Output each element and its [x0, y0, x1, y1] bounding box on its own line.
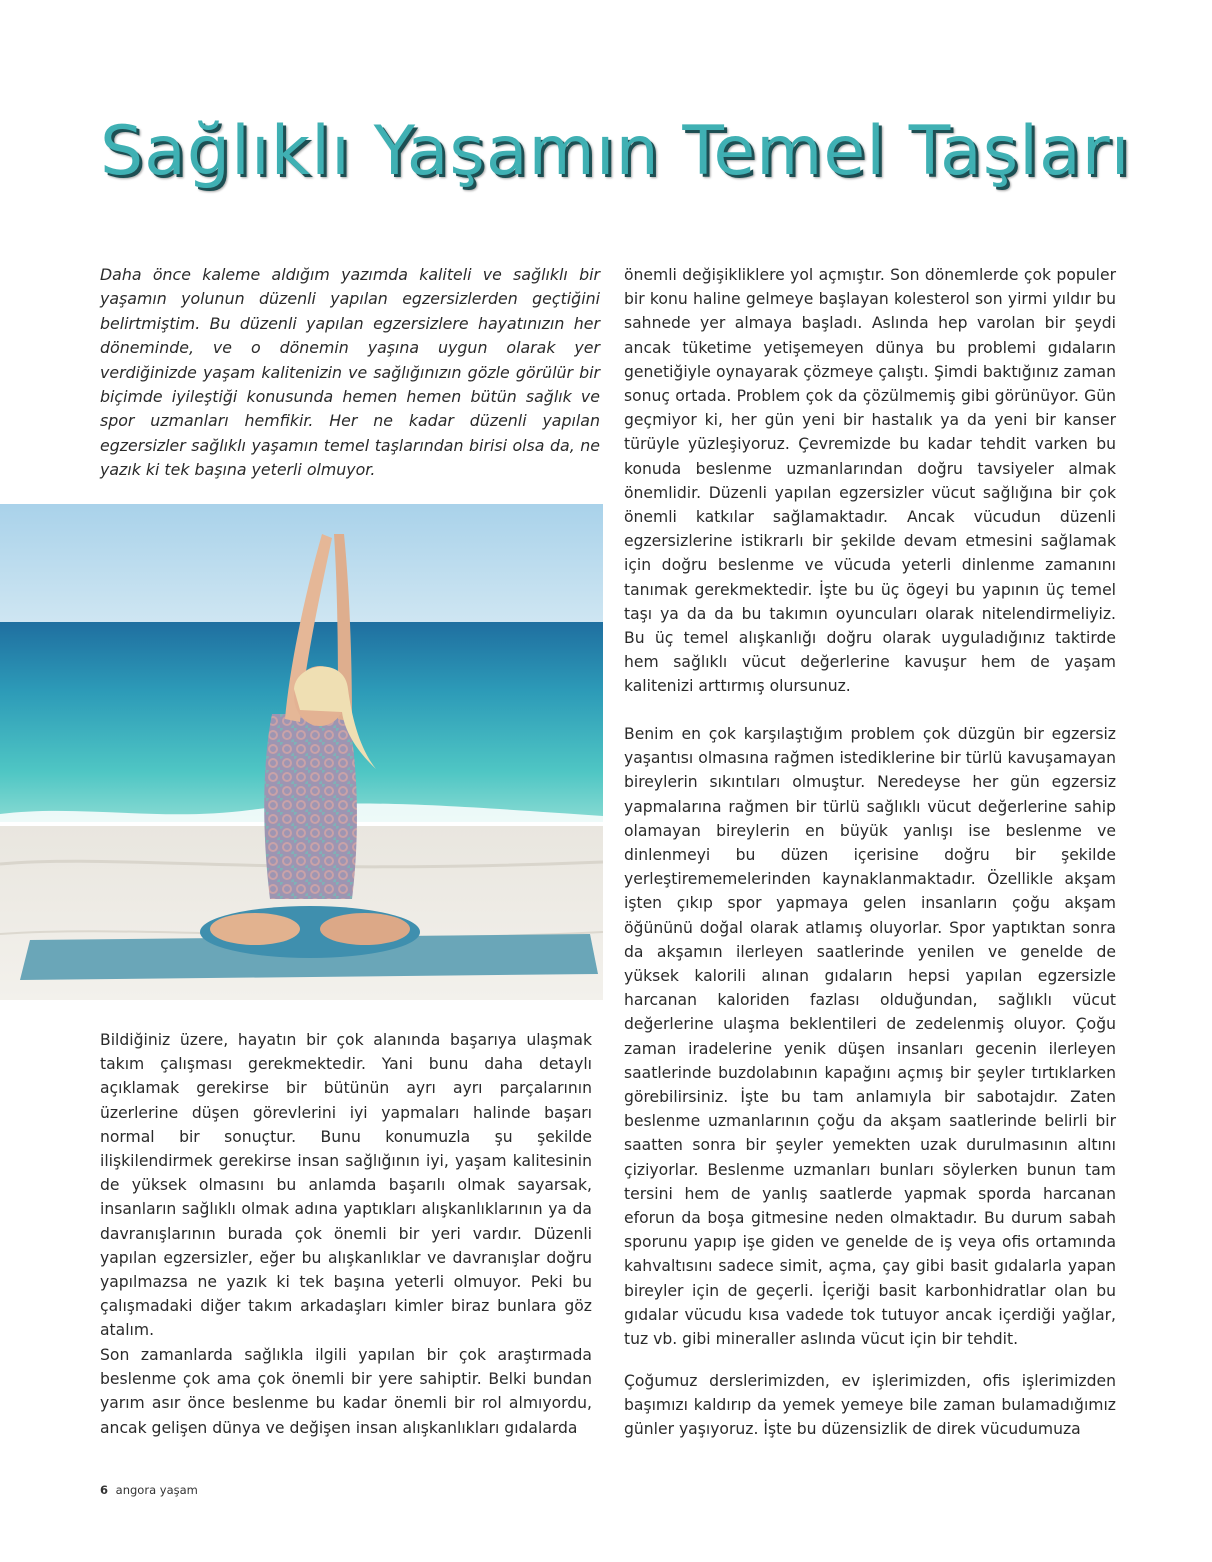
body-paragraph-1: Bildiğiniz üzere, hayatın bir çok alanında başarıya ulaşmak takım çalışması gerekmektedir. Yani bunu daha detaylı açıklamak gerekirse bir bütünün ayrı ayrı parçalarının üzerlerine düşen görevlerini iyi yapmaları halinde başarı normal bir sonuçtur. Bunu konumuzla şu şekilde ilişkilendirmek gerekirse insan sağlığının iyi, yaşam kalitesinin de yüksek olmasını bu anlamda başarılı olmak sayarsak, insanların sağlıklı olmak adına yaptıkları alışkanlıklarının ya da davranışlarının burada çok önemli bir yeri vardır. Düzenli yapılan egzersizler, eğer bu alışkanlıklar ve davranışlar doğru yapılmazsa ne yazık ki tek başına yeterli olmuyor. Peki bu çalışmadaki diğer takım arkadaşları kimler biraz bunlara göz atalım. — [100, 1031, 592, 1340]
body-paragraph-2: Son zamanlarda sağlıkla ilgili yapılan bir çok araştırmada beslenme çok ama çok önemli bir yere sahiptir. Belki bundan yarım asır önce beslenme bu kadar önemli bir rol almıyordu, ancak gelişen dünya ve değişen insan alışkanlıkları gıdalarda — [100, 1346, 592, 1437]
page-number: 6 — [100, 1483, 109, 1497]
page-footer — [100, 1483, 198, 1497]
magazine-name: angora yaşam — [115, 1483, 198, 1497]
body-paragraph-4: Benim en çok karşılaştığım problem çok düzgün bir egzersiz yaşantısı olmasına rağmen istediklerine bir türlü kavuşamayan bireylerin sıkıntıları olmuştur. Neredeyse her gün egzersiz yapmalarına rağmen bir türlü sağlıklı vücut değerlerine sahip olamayan bireylerin en büyük yanlışı ise beslenme ve dinlenmeyi bu düzen içerisine doğru bir şekilde yerleştirememelerinden kaynaklanmaktadır. Özellikle akşam işten çıkıp spor yapmaya gelen insanların çoğu akşam öğününü doğal olarak atlamış oluyorlar. Spor yaptıktan sonra da akşamın ilerleyen saatlerinde yenilen ve genelde de yüksek kalorili alınan gıdaların hepsi yapılan egzersizle harcanan kaloriden fazlası olduğundan, sağlıklı vücut değerlerine ulaşma beklentileri de zedelenmiş oluyor. Çoğu zaman iradelerine yenik düşen insanları gecenin ilerleyen saatlerinde buzdolabının kapağını açmış bir şeyler tırtıklarken görebilirsiniz. İşte bu tam anlamıyla bir sabotajdır. Zaten beslenme uzmanlarının çoğu da akşam saatlerinde belirli bir saatten sonra bir şeyler yemekten uzak durulmasının altını çiziyorlar. Beslenme uzmanları bunları söylerken bunun tam tersini hem de yanlış saatlerde yapmak sporda harcanan eforun da boşa gitmesine neden olmaktadır. Bu durum sabah sporunu yapıp işe giden ve genelde de iş veya ofis ortamında kahvaltısını sadece simit, açma, çay gibi basit gıdalarla yapan bireyler için de geçerli. İçeriği basit karbonhidratlar olan bu gıdalar vücudu kısa vadede tok tutuyor ancak içerdiği yağlar, tuz vb. gibi mineraller aslında vücut için bir tehdit. — [624, 725, 1116, 1349]
yoga-beach-photo — [0, 504, 603, 1000]
intro-paragraph: Daha önce kaleme aldığım yazımda kaliteli ve sağlıklı bir yaşamın yolunun düzenli yapılan egzersizlerden geçtiğini belirtmiştim. Bu düzenli yapılan egzersizlere hayatınızın her döneminde, ve o dönemin yaşına uygun olarak yer verdiğinizde yaşam kalitenizin ve sağlığınızın gözle görülür bir biçimde iyileştiği konusunda hemen hemen bütün sağlık ve spor uzmanları hemfikir. Her ne kadar düzenli yapılan egzersizler sağlıklı yaşamın temel taşlarından birisi olsa da, ne yazık ki tek başına yeterli olmuyor. — [100, 265, 600, 480]
body-paragraph-5: Çoğumuz derslerimizden, ev işlerimizden, ofis işlerimizden başımızı kaldırıp da yemek yemeye bile zaman bulamadığımız günler yaşıyoruz. İşte bu düzensizlik de direk vücudumuza — [624, 1372, 1116, 1439]
article-title: Sağlıklı Yaşamın Temel Taşları — [100, 112, 1131, 191]
body-paragraph-3: önemli değişikliklere yol açmıştır. Son dönemlerde çok populer bir konu haline gelmeye başlayan kolesterol son yirmi yıldır bu sahnede yer almaya başladı. Aslında hep varolan bir şeydi ancak tüketime yetişemeyen dünya bu problemi gıdaların genetiğiyle oynayarak çözmeye çalıştı. Şimdi baktığınız zaman sonuç ortada. Problem çok da çözülmemiş gibi görünüyor. Gün geçmiyor ki, her gün yeni bir hastalık ya da yeni bir kanser türüyle yüzleşiyoruz. Çevremizde bu kadar tehdit varken bu konuda beslenme uzmanlarından doğru tavsiyeler almak önemlidir. Düzenli yapılan egzersizler vücut sağlığına bir çok önemli katkılar sağlamaktadır. Ancak vücudun düzenli egzersizlerine istikrarlı bir şekilde devam etmesini sağlamak için doğru beslenme ve vücuda yeterli dinlenme zamanını tanımak gerekmektedir. İşte bu üç ögeyi bu yapının üç temel taşı ya da da bu takımın oyuncuları olarak nitelendirmeliyiz. Bu üç temel alışkanlığı doğru olarak uyguladığınız taktirde hem sağlıklı vücut değerlerine kavuşur hem de yaşam kalitenizi arttırmış olursunuz. — [624, 266, 1116, 696]
